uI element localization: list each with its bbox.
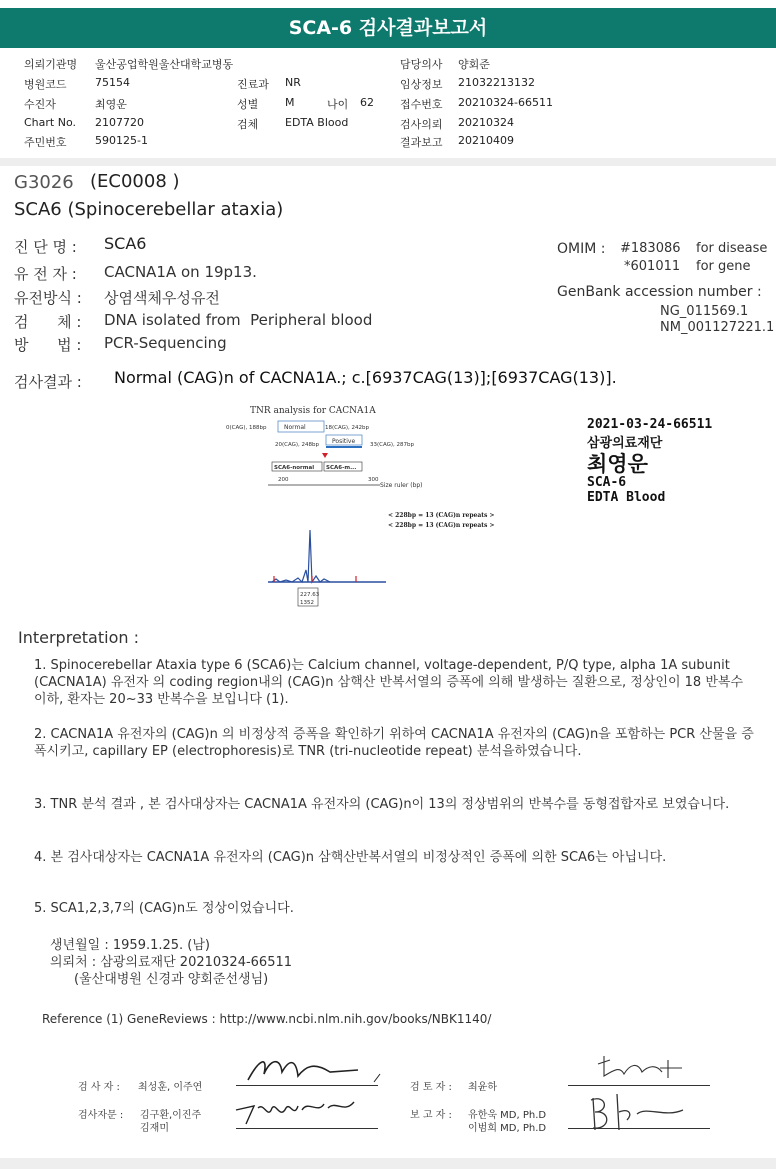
omim-gene-note: for gene — [696, 259, 751, 274]
hospital-code-value: 75154 — [95, 76, 130, 89]
figure-note1: < 228bp = 13 (CAG)n repeats > — [388, 512, 495, 519]
footer-bar — [0, 1158, 776, 1169]
figure-marker1: SCA6-normal — [274, 465, 315, 471]
clinical-value: 21032213132 — [458, 76, 535, 89]
result-value: Normal (CAG)n of CACNA1A.; c.[6937CAG(13)];[6937CAG(13)]. — [114, 368, 617, 387]
tester-signature — [240, 1050, 390, 1086]
method-label: 방 법 : — [14, 336, 82, 354]
sample-value: DNA isolated from Peripheral blood — [104, 311, 373, 329]
rrn-label: 주민번호 — [24, 136, 67, 149]
report-title: SCA-6 검사결과보고서 — [0, 8, 776, 48]
request-label: 검사의뢰 — [400, 118, 443, 131]
age-label: 나이 — [327, 98, 349, 111]
divider — [0, 158, 776, 166]
stamp-specimen: EDTA Blood — [587, 490, 666, 505]
tester-label: 검 사 자 : — [78, 1082, 120, 1093]
gene-label: 유 전 자 : — [14, 265, 77, 283]
interpretation-title: Interpretation : — [18, 628, 139, 647]
peak-height: 1352 — [300, 600, 314, 606]
gene-value: CACNA1A on 19p13. — [104, 263, 257, 281]
rrn-value: 590125-1 — [95, 134, 148, 147]
department-value: NR — [285, 76, 301, 89]
reviewer-signature — [590, 1050, 700, 1086]
result-label: 검사결과 : — [14, 373, 82, 391]
marker-arrow-icon — [322, 453, 328, 458]
receipt-value: 20210324-66511 — [458, 96, 553, 109]
inherit-label: 유전방식 : — [14, 289, 82, 307]
department-label: 진료과 — [237, 78, 269, 91]
figure-positive: Positive — [332, 438, 356, 445]
interpretation-p5: 5. SCA1,2,3,7의 (CAG)n도 정상이었습니다. — [34, 901, 294, 916]
request-value: 20210324 — [458, 116, 514, 129]
tick-200: 200 — [278, 477, 289, 483]
advisor-signature — [232, 1094, 382, 1128]
clinical-label: 임상정보 — [400, 78, 443, 91]
report-date-label: 결과보고 — [400, 136, 443, 149]
figure-marker2: SCA6-m... — [326, 465, 357, 471]
stamp-patient: 최영운 — [587, 452, 648, 476]
info-dob: 생년월일 : 1959.1.25. (남) — [50, 938, 211, 953]
sex-label: 성별 — [237, 98, 259, 111]
hospital-code-label: 병원코드 — [24, 78, 67, 91]
sex-value: M — [285, 96, 295, 109]
diag-label: 진 단 명 : — [14, 238, 77, 256]
omim-label: OMIM : — [557, 241, 606, 257]
genbank-label: GenBank accession number : — [557, 284, 762, 300]
interpretation-p4: 4. 본 검사대상자는 CACNA1A 유전자의 (CAG)n 삼핵산반복서열의 비정상적인 증폭에 의한 SCA6는 아닙니다. — [34, 850, 667, 865]
figure-c20: 20(CAG), 248bp — [275, 442, 320, 448]
stamp-test: SCA-6 — [587, 475, 627, 490]
specimen-label: 검체 — [237, 118, 259, 131]
figure-note2: < 228bp = 13 (CAG)n repeats > — [388, 522, 495, 529]
patient-label: 수진자 — [24, 98, 56, 111]
test-ec: (EC0008 ) — [90, 171, 180, 192]
institution-value: 울산공업학원울산대학교병동 — [95, 58, 234, 71]
genbank-ng: NG_011569.1 — [660, 304, 749, 319]
tick-300: 300 — [368, 477, 379, 483]
reporter-signature — [585, 1090, 695, 1136]
size-ruler-label: Size ruler (bp) — [380, 482, 423, 489]
sample-label: 검 체 : — [14, 313, 82, 331]
info-ref-doctor: (울산대병원 신경과 양회준선생님) — [74, 972, 269, 987]
stamp-lab: 삼광의료재단 — [587, 436, 663, 451]
advisor-signature-line — [236, 1128, 378, 1129]
reviewer-label: 검 토 자 : — [410, 1082, 452, 1093]
reference: Reference (1) GeneReviews : http://www.ncbi.nlm.nih.gov/books/NBK1140/ — [42, 1012, 492, 1026]
interpretation-p3: 3. TNR 분석 결과 , 본 검사대상자는 CACNA1A 유전자의 (CAG)n이 13의 정상범위의 반복수를 동형접합자로 보였습니다. — [34, 797, 730, 812]
figure-normal: Normal — [284, 424, 306, 431]
reviewer-value: 최윤하 — [468, 1082, 497, 1093]
omim-disease-note: for disease — [696, 241, 768, 256]
electropherogram-trace — [272, 530, 330, 582]
test-name: SCA6 (Spinocerebellar ataxia) — [14, 199, 284, 220]
interpretation-p2: 2. CACNA1A 유전자의 (CAG)n 의 비정상적 증폭을 확인하기 위하여 CACNA1A 유전자의 (CAG)n을 포함하는 PCR 산물을 증폭시키고, capillary EP (electrophoresis)로 TNR (tri-nucleotide repeat) 분석을하였습니다. — [34, 727, 754, 759]
figure-title: TNR analysis for CACNA1A — [250, 406, 376, 416]
reporter-label: 보 고 자 : — [410, 1110, 452, 1121]
diag-value: SCA6 — [104, 234, 147, 253]
info-ref: 의뢰처 : 삼광의료재단 20210324-66511 — [50, 955, 293, 970]
age-value: 62 — [360, 96, 374, 109]
tnr-figure — [220, 400, 520, 610]
tester-value: 최성훈, 이주연 — [138, 1082, 203, 1093]
reporter-value-1: 유한욱 MD, Ph.D — [468, 1110, 547, 1121]
receipt-label: 접수번호 — [400, 98, 443, 111]
figure-c18: 18(CAG), 242bp — [325, 425, 370, 431]
test-code: G3026 — [14, 172, 74, 193]
institution-label: 의뢰기관명 — [24, 58, 78, 71]
inherit-value: 상염색체우성유전 — [104, 289, 220, 307]
figure-c33: 33(CAG), 287bp — [370, 442, 415, 448]
stamp-id: 2021-03-24-66511 — [587, 417, 713, 432]
advisor-label: 검사자문 : — [78, 1110, 124, 1121]
method-value: PCR-Sequencing — [104, 334, 227, 352]
chart-value: 2107720 — [95, 116, 144, 129]
interpretation-p1: 1. Spinocerebellar Ataxia type 6 (SCA6)는 Calcium channel, voltage-dependent, P/Q type, alpha 1A subunit (CACNA1A) 유전자 의 coding region내의 (CAG)n 삼핵산 반복서열의 증폭에 의해 발생하는 질환으로, 정상인이 18 반복수 이하, 환자는 20~33 반복수을 보입니다 (1). — [34, 658, 744, 707]
chart-label: Chart No. — [24, 116, 76, 129]
omim-gene: *601011 — [624, 259, 681, 274]
peak-size: 227.63 — [300, 592, 320, 598]
patient-value: 최영운 — [95, 98, 127, 111]
doctor-value: 양회준 — [458, 58, 490, 71]
reporter-value-2: 이범희 MD, Ph.D — [468, 1123, 547, 1134]
doctor-label: 담당의사 — [400, 58, 443, 71]
genbank-nm: NM_001127221.1 — [660, 320, 775, 335]
report-date-value: 20210409 — [458, 134, 514, 147]
advisor-value-1: 김구환,이진주 — [140, 1110, 202, 1121]
specimen-value: EDTA Blood — [285, 116, 349, 129]
omim-disease: #183086 — [620, 241, 681, 256]
figure-c0: 0(CAG), 188bp — [226, 425, 267, 431]
advisor-value-2: 김재미 — [140, 1123, 169, 1134]
